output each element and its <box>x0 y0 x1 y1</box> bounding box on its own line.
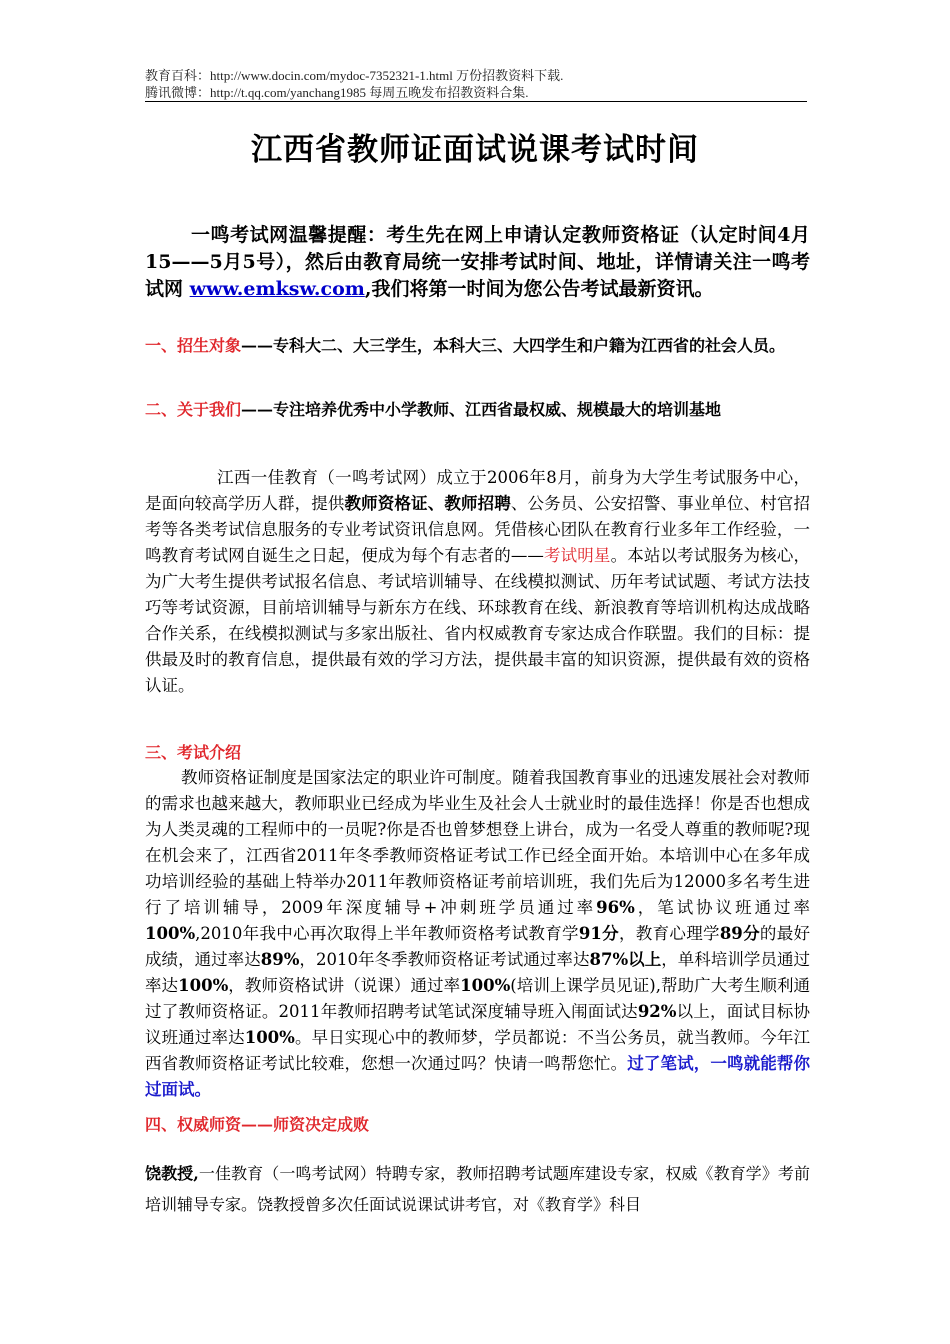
exam-stat: 92% <box>637 1002 677 1021</box>
exam-text: ，笔试协议班通过率 <box>634 898 810 917</box>
exam-text: 的最好成绩，通过率达 <box>145 924 811 969</box>
exam-star-text: 考试明星 <box>543 546 611 565</box>
teacher-name: 饶教授, <box>145 1164 199 1183</box>
exam-text: 教师资格证制度是国家法定的职业许可制度。随着我国教育事业的迅速发展社会对教师的需求也越来越大，教师职业已经成为毕业生及社会人士就业时的最佳选择！你是否也想成为人类灵魂的工程师中的一员呢?你是否也曾梦想登上讲台，成为一名受人尊重的教师呢?现在机会来了，江西省2011年冬季教师资格证考试工作已经全面开始。本培训中心在多年成功培训经验的基础上特举办2011年教师资格证考前培训班，我们先后为12000多名考生进行了培训辅导，2009年深度辅导+冲刺班学员通过率 <box>145 768 810 917</box>
teacher-text: 一佳教育（一鸣考试网）特聘专家，教师招聘考试题库建设专家，权威《教育学》考前培训辅导专家。饶教授曾多次任面试说课试讲考官，对《教育学》科目 <box>145 1164 810 1214</box>
exam-stat: 96% <box>596 898 635 917</box>
header-line-weibo: 腾讯微博：http://t.qq.com/yanchang1985 每周五晚发布招教资料合集. <box>145 85 529 100</box>
exam-stat: 100% <box>460 976 511 995</box>
exam-stat: 87%以上 <box>589 950 662 969</box>
about-paragraph <box>145 465 810 699</box>
exam-stat: 100% <box>178 976 229 995</box>
about-text: 、公务员、公安招警、事业单位、村官招考等各类考试信息服务的专业考试资讯信息网。凭借核心团队在教育行业多年工作经验，一鸣教育考试网自诞生之日起，便成为每个有志者的—— <box>145 494 811 565</box>
exam-text: 以上，面试目标协议班通过率达 <box>145 1002 810 1047</box>
intro-text-after: ,我们将第一时间为您公告考试最新资讯。 <box>364 278 714 300</box>
section-heading-about: 二、关于我们 <box>145 400 242 419</box>
exam-text: ,2010年我中心再次取得上半年教师资格考试教育学 <box>195 924 579 943</box>
teacher-paragraph <box>145 1158 810 1220</box>
exam-text: ，单科培训学员通过率达 <box>145 950 811 995</box>
header-line-docin: 教育百科：http://www.docin.com/mydoc-7352321-1.html 万份招教资料下载. <box>145 68 564 83</box>
header-divider <box>145 101 807 102</box>
about-text: 。本站以考试服务为核心，为广大考生提供考试报名信息、考试培训辅导、在线模拟测试、历年考试试题、考试方法技巧等考试资源，目前培训辅导与新东方在线、环球教育在线、新浪教育等培训机构达成战略合作关系，在线模拟测试与多家出版社、省内权威教育专家达成合作联盟。我们的目标：提供最及时的教育信息，提供最有效的学习方法，提供最丰富的知识资源，提供最有效的资格认证。 <box>145 546 811 695</box>
exam-stat: 91分 <box>578 924 619 943</box>
intro-text-before: 一鸣考试网温馨提醒：考生先在网上申请认定教师资格证（认定时间4月15——5月5号），然后由教育局统一安排考试时间、地址，详情请关注一鸣考试网 <box>145 224 810 300</box>
exam-slogan: 过了笔试，一鸣就能帮你过面试。 <box>145 1054 811 1099</box>
section-text-about: ——专注培养优秀中小学教师、江西省最权威、规模最大的培训基地 <box>241 400 722 419</box>
exam-stat: 89% <box>260 950 300 969</box>
intro-paragraph <box>145 222 810 303</box>
exam-text: 。早日实现心中的教师梦，学员都说：不当公务员，就当教师。今年江西省教师资格证考试比较难，您想一次通过吗？快请一鸣帮您忙。 <box>145 1028 811 1073</box>
about-text: 江西一佳教育（一鸣考试网）成立于2006年8月，前身为大学生考试服务中心，是面向较高学历人群，提供 <box>145 468 810 513</box>
page-title: 江西省教师证面试说课考试时间 <box>251 132 699 168</box>
section-text-enrollment: ——专科大二、大三学生，本科大三、大四学生和户籍为江西省的社会人员。 <box>241 336 786 355</box>
exam-text: ，2010年冬季教师资格证考试通过率达 <box>299 950 590 969</box>
section-heading-exam: 三、考试介绍 <box>145 743 242 762</box>
section-heading-teachers: 四、权威师资——师资决定成败 <box>145 1115 370 1134</box>
website-link[interactable]: www.emksw.com <box>189 278 365 300</box>
exam-paragraph <box>145 765 810 1103</box>
section-about <box>145 397 810 422</box>
section-enrollment <box>145 325 810 367</box>
exam-text: (培训上课学员见证),帮助广大考生顺利通过了教师资格证。2011年教师招聘考试笔试深度辅导班入闱面试达 <box>145 976 811 1021</box>
section-heading-enrollment: 一、招生对象 <box>145 336 242 355</box>
about-highlight: 教师资格证、教师招聘 <box>344 494 511 513</box>
exam-stat: 100% <box>145 924 196 943</box>
exam-text: ，教育心理学 <box>618 924 720 943</box>
exam-stat: 89分 <box>719 924 760 943</box>
exam-stat: 100% <box>244 1028 295 1047</box>
exam-text: ，教师资格试讲（说课）通过率 <box>228 976 461 995</box>
